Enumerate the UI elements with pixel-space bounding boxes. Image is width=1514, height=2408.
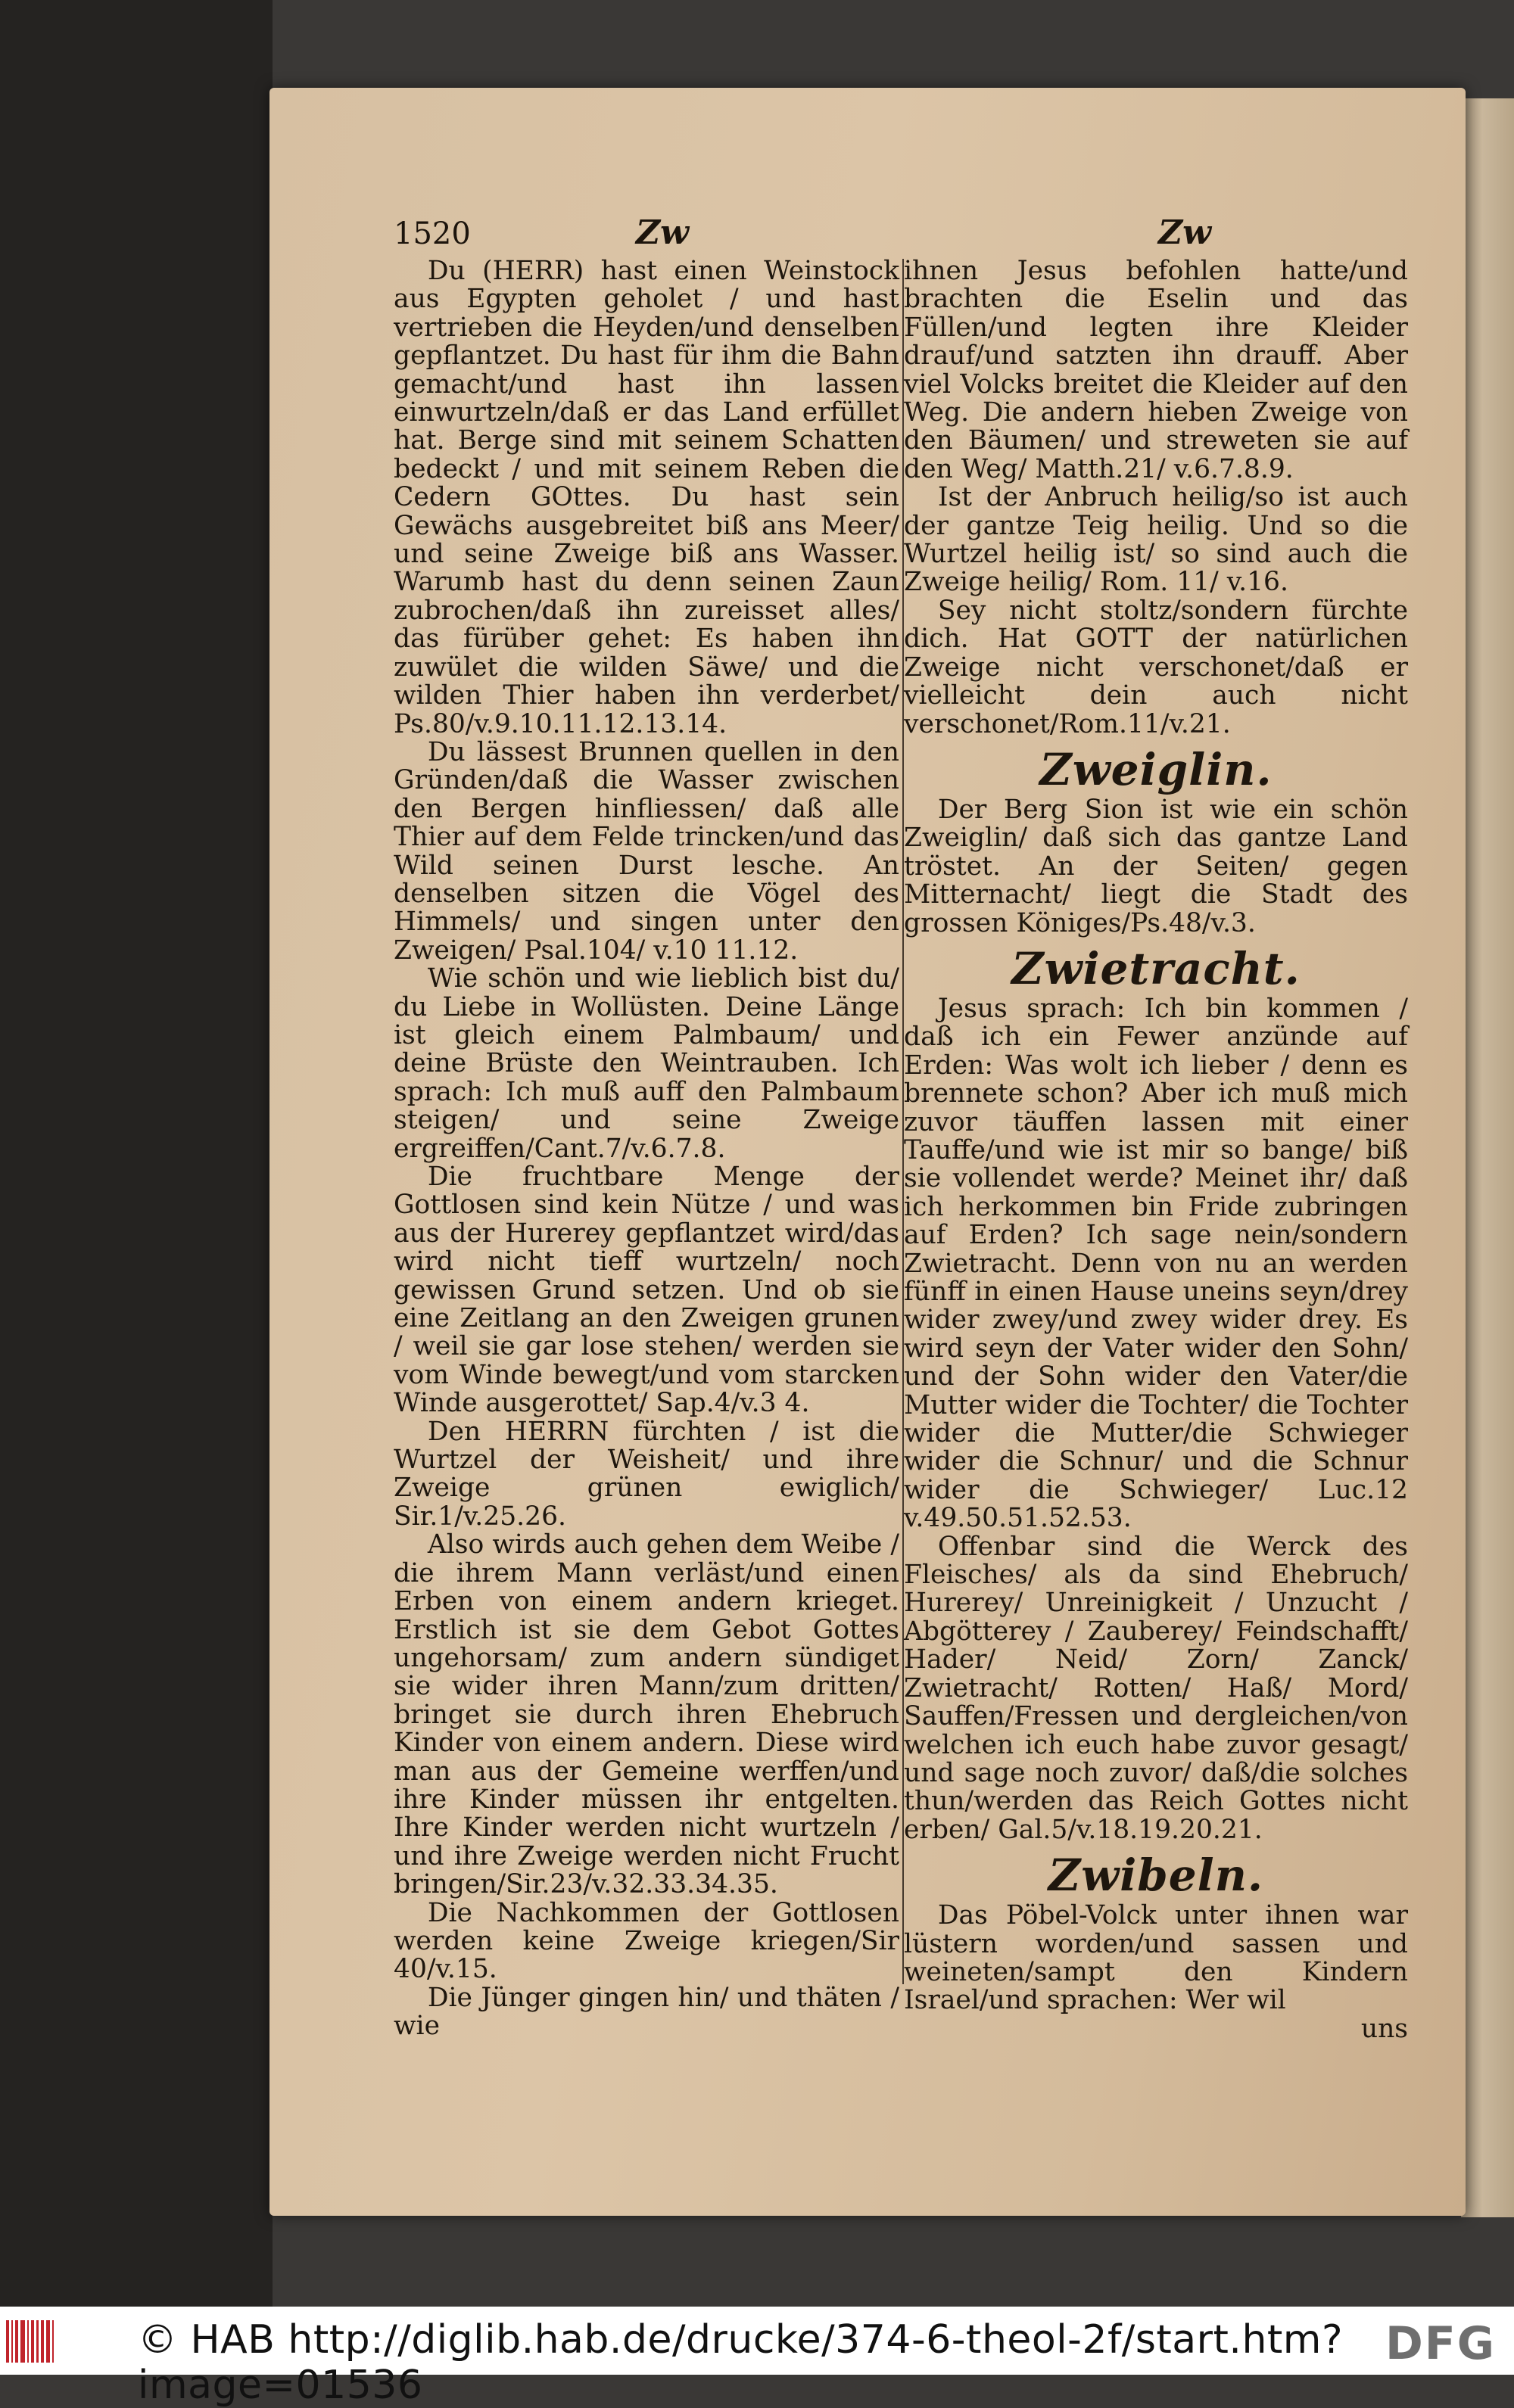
barcode-icon <box>6 2320 61 2363</box>
running-head-right: Zw <box>1158 213 1211 252</box>
paragraph: Die Jünger gingen hin/ und thäten / wie <box>394 1982 899 2042</box>
right-column <box>904 257 1408 2043</box>
paragraph: Den HERRN fürchten / ist die Wurtzel der Weisheit/ und ihre Zweige grünen ewiglich/ Sir.1/v.25.26. <box>394 1416 899 1532</box>
adjacent-page-edge <box>1461 98 1514 2217</box>
catchword: uns <box>1360 2013 1408 2044</box>
scan-background <box>0 0 273 2307</box>
paragraph: Also wirds auch gehen dem Weibe / die ihrem Mann verläst/und einen Erben von einem andern krieget. Erstlich ist sie dem Gebot Gottes ungehorsam/ zum andern sündiget sie wider ihren Mann/zum dritten/ bringet sie durch ihren Ehebruch Kinder von einem andern. Diese wird man aus der Gemeine werffen/und ihre Kinder müssen ihr entgelten. Ihre Kinder werden nicht wurtzeln / und ihre Zweige werden nicht Frucht bringen/Sir.23/v.32.33.34.35. <box>394 1529 899 1900</box>
section-heading: Zweiglin. <box>1039 743 1273 795</box>
paragraph: Du lässest Brunnen quellen in den Gründen/daß die Wasser zwischen den Bergen hinfliessen/ daß alle Thier auf dem Felde trincken/und das Wild seinen Durst lesche. An denselben sitzen die Vögel des Himmels/ und singen unter den Zweigen/ Psal.104/ v.10 11.12. <box>394 736 899 966</box>
paragraph: ihnen Jesus befohlen hatte/und brachten die Eselin und das Füllen/und legten ihre Kleider drauf/und satzten ihn drauff. Aber viel Volcks breitet die Kleider auf den Weg. Die andern hieben Zweige von den Bäumen/ und streweten sie auf den Weg/ Matth.21/ v.6.7.8.9. <box>904 256 1408 484</box>
dfg-logo: DFG <box>1385 2317 1496 2370</box>
paragraph: Wie schön und wie lieblich bist du/ du Liebe in Wollüsten. Deine Länge ist gleich einem Palmbaum/ und deine Brüste den Weintrauben. Ich sprach: Ich muß auff den Palmbaum steigen/ und seine Zweige ergreiffen/Cant.7/v.6.7.8. <box>394 963 899 1164</box>
paragraph: Ist der Anbruch heilig/so ist auch der gantze Teig heilig. Und so die Wurtzel heilig ist/ so sind auch die Zweige heilig/ Rom. 11/ v.16. <box>904 482 1408 598</box>
section-heading: Zwietracht. <box>1011 942 1301 994</box>
paragraph: Offenbar sind die Werck des Fleisches/ als da sind Ehebruch/ Hurerey/ Unreinigkeit / Unzucht / Abgötterey / Zauberey/ Feindschafft/ Hader/ Neid/ Zorn/ Zanck/ Zwietracht/ Rotten/ Haß/ Mord/ Sauffen/Fressen und dergleichen/von welchen ich euch habe zuvor gesagt/ und sage noch zuvor/ daß/die solches thun/werden das Reich Gottes nicht erben/ Gal.5/v.18.19.20.21. <box>904 1531 1408 1845</box>
page-header <box>394 213 1408 259</box>
left-column <box>394 257 899 2041</box>
section-heading: Zwibeln. <box>1048 1850 1264 1902</box>
paragraph: Das Pöbel-Volck unter ihnen war lüstern worden/und sassen und weineten/sampt den Kindern Israel/und sprachen: Wer wil <box>904 1900 1408 2016</box>
viewer-footer <box>0 2307 1514 2408</box>
paragraph: Sey nicht stoltz/sondern fürchte dich. Hat GOTT der natürlichen Zweige nicht verschonet/daß er vielleicht dein auch nicht verschonet/Rom.11/v.21. <box>904 595 1408 739</box>
paragraph: Du (HERR) hast einen Weinstock aus Egypten geholet / und hast vertrieben die Heyden/und denselben gepflantzet. Du hast für ihm die Bahn gemacht/und hast ihn lassen einwurtzeln/daß er das Land erfüllet hat. Berge sind mit seinem Schatten bedeckt / und mit seinem Reben die Cedern GOttes. Du hast sein Gewächs ausgebreitet biß ans Meer/ und seine Zweige biß ans Wasser. Warumb hast du denn seinen Zaun zubrochen/daß ihn zureisset alles/ das fürüber gehet: Es haben ihn zuwület die wilden Säwe/ und die wilden Thier haben ihn verderbet/ Ps.80/v.9.10.11.12.13.14. <box>394 256 899 739</box>
source-link[interactable]: © HAB http://diglib.hab.de/drucke/374-6-theol-2f/start.htm?image=01536 <box>138 2317 1344 2408</box>
paragraph: Der Berg Sion ist wie ein schön Zweiglin/ daß sich das gantze Land tröstet. An der Seiten/ gegen Mitternacht/ liegt die Stadt des grossen Königes/Ps.48/v.3. <box>904 794 1408 938</box>
paragraph: Jesus sprach: Ich bin kommen / daß ich ein Fewer anzünde auf Erden: Was wolt ich lieber / denn es brennete schon? Aber ich muß mich zuvor täuffen lassen mit einer Tauffe/und wie ist mir so bange/ biß sie vollendet werde? Meinet ihr/ daß ich herkommen bin Fride zubringen auf Erden? Ich sage nein/sondern Zwietracht. Denn von nu an werden fünff in einen Hause uneins seyn/drey wider zwey/und zwey wider drey. Es wird seyn der Vater wider den Sohn/ und der Sohn wider den Vater/die Mutter wider die Tochter/ die Tochter wider die Mutter/die Schwieger wider die Schnur/ und die Schnur wider die Schwieger/ Luc.12 v.49.50.51.52.53. <box>904 993 1408 1534</box>
running-head-left: Zw <box>636 213 689 252</box>
paragraph: Die Nachkommen der Gottlosen werden keine Zweige kriegen/Sir 40/v.15. <box>394 1897 899 1985</box>
paragraph: Die fruchtbare Menge der Gottlosen sind kein Nütze / und was aus der Hurerey gepflantzet wird/das wird nicht tieff wurtzeln/ noch gewissen Grund setzen. Und ob sie eine Zeitlang an den Zweigen grunen / weil sie gar lose stehen/ werden sie vom Winde bewegt/und vom starcken Winde ausgerottet/ Sap.4/v.3 4. <box>394 1162 899 1419</box>
page-number: 1520 <box>394 216 471 251</box>
